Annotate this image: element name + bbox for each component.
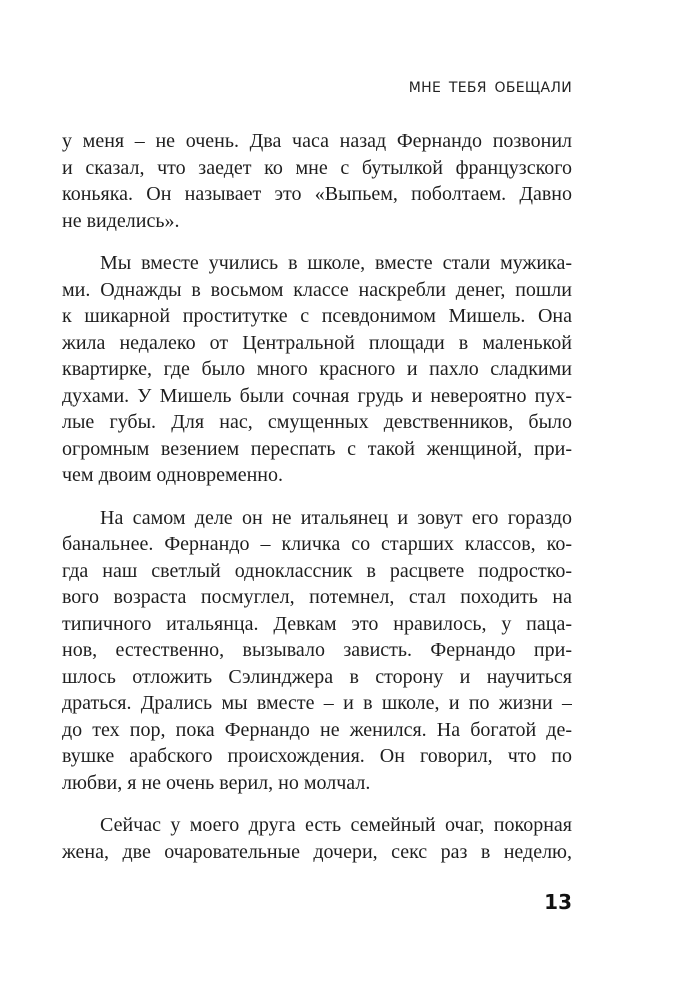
text-line: у меня – не очень. Два часа назад Фернандо позвонил: [62, 130, 572, 152]
text-line: любви, я не очень верил, но молчал.: [62, 771, 371, 794]
text-line: Мы вместе учились в школе, вместе стали мужика-: [100, 252, 572, 274]
text-line: На самом деле он не итальянец и зовут его гораздо: [100, 506, 572, 529]
text-line: чем двоим одновременно.: [62, 464, 283, 486]
page-number: 13: [544, 890, 572, 914]
text-line: нов, естественно, вызывало зависть. Фернандо при-: [62, 639, 572, 661]
running-header: МНЕ ТЕБЯ ОБЕЩАЛИ: [408, 80, 572, 96]
text-line: лые губы. Для нас, смущенных девственников, было: [62, 411, 572, 433]
text-line: не виделись».: [62, 209, 180, 232]
text-line: Сейчас у моего друга есть семейный очаг, покорная: [100, 814, 572, 836]
paragraph: [62, 250, 572, 489]
text-line: драться. Дрались мы вместе – и в школе, и по жизни –: [62, 692, 572, 714]
text-line: жила недалеко от Центральной площади в маленькой: [62, 331, 572, 354]
paragraph: [62, 128, 572, 234]
text-line: к шикарной проститутке с псевдонимом Мишель. Она: [62, 305, 572, 327]
text-line: огромным везением переспать с такой женщиной, при-: [62, 437, 572, 460]
text-line: духами. У Мишель были сочная грудь и невероятно пух-: [62, 384, 572, 407]
text-line: ми. Однажды в восьмом классе наскребли денег, пошли: [62, 278, 572, 301]
body-text: [62, 128, 572, 865]
text-line: гда наш светлый одноклассник в расцвете подростко-: [62, 559, 572, 582]
text-line: коньяка. Он называет это «Выпьем, поболтаем. Давно: [62, 183, 572, 205]
text-line: квартирке, где было много красного и пахло сладкими: [62, 358, 572, 380]
text-line: до тех пор, пока Фернандо не женился. На богатой де-: [62, 718, 572, 741]
text-line: и сказал, что заедет ко мне с бутылкой французского: [62, 156, 572, 179]
paragraph: [62, 812, 572, 865]
paragraph: [62, 505, 572, 797]
text-line: шлось отложить Сэлинджера в сторону и научиться: [62, 665, 572, 688]
text-line: жена, две очаровательные дочери, секс раз в неделю,: [62, 840, 572, 863]
text-line: банальнее. Фернандо – кличка со старших классов, ко-: [62, 533, 572, 555]
text-line: вушке арабского происхождения. Он говорил, что по: [62, 745, 572, 767]
text-line: типичного итальянца. Девкам это нравилось, у паца-: [62, 612, 572, 635]
text-line: вого возраста посмуглел, потемнел, стал походить на: [62, 586, 572, 608]
